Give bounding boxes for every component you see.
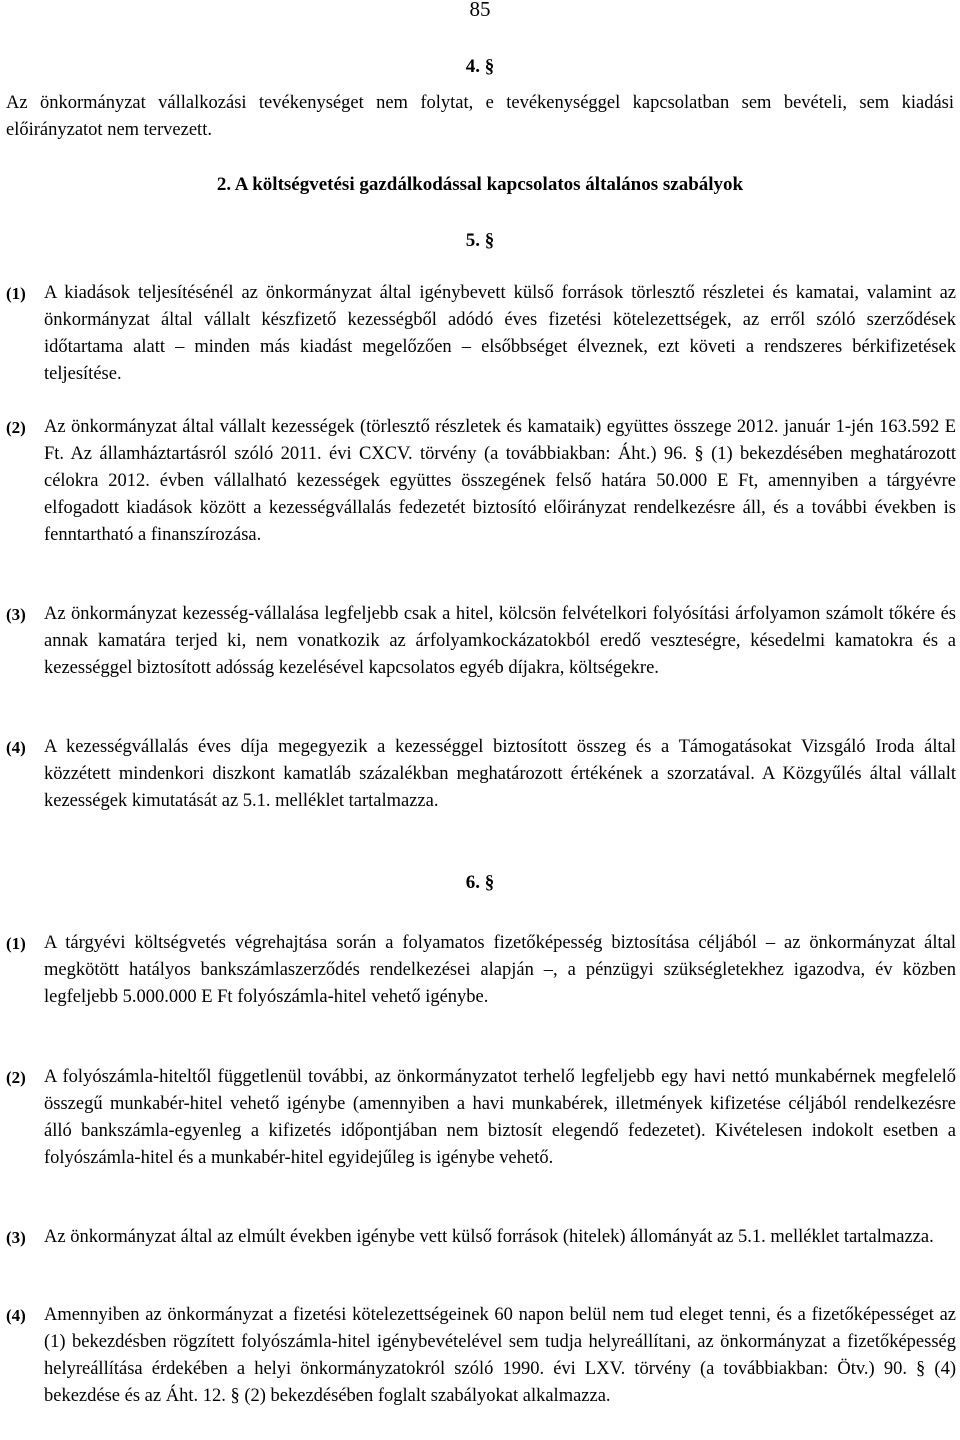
paragraph-number: (4)	[6, 1306, 26, 1325]
section-6-paragraph-2	[6, 1064, 956, 1172]
paragraph-text: A kiadások teljesítésénél az önkormányzat által igénybevett külső források törlesztő részletei és kamatai, valamint az önkormányzat által vállalt készfizető kezességből adódó éves fizetési kötelezettségek, az erről szóló szerződések időtartama alatt – minden más kiadást megelőzően – elsőbbséget élveznek, ezt követi a rendszeres bérkifizetések teljesítése.	[44, 283, 956, 384]
section-4-text: Az önkormányzat vállalkozási tevékenységet nem folytat, e tevékenységgel kapcsolatban sem bevételi, sem kiadási előirányzatot nem tervezett.	[6, 93, 954, 140]
paragraph-text: Amennyiben az önkormányzat a fizetési kötelezettségeinek 60 napon belül nem tud eleget tenni, és a fizetőképességet az (1) bekezdésben rögzített folyószámla-hitel igénybevételével sem tudja helyreállítani, az önkormányzat a fizetőképesség helyreállítása érdekében a helyi önkormányzatokról szóló 1990. évi LXV. törvény (a továbbiakban: Ötv.) 90. § (4) bekezdése és az Áht. 12. § (2) bekezdésében foglalt szabályokat alkalmazza.	[44, 1305, 956, 1406]
section-5-title: 5. §	[465, 230, 495, 251]
section-6-paragraph-3	[6, 1224, 956, 1251]
paragraph-text: A tárgyévi költségvetés végrehajtása során a folyamatos fizetőképesség biztosítása céljából – az önkormányzat által megkötött hatályos bankszámlaszerződés rendelkezései alapján –, a pénzügyi szükségletekhez igazodva, év közben legfeljebb 5.000.000 E Ft folyószámla-hitel vehető igénybe.	[44, 933, 956, 1007]
paragraph-number: (1)	[6, 934, 26, 953]
paragraph-text: A kezességvállalás éves díja megegyezik a kezességgel biztosított összeg és a Támogatásokat Vizsgáló Iroda által közzétett mindenkori diszkont kamatláb százalékban meghatározott értékének a szorzatával. A Közgyűlés által vállalt kezességek kimutatását az 5.1. melléklet tartalmazza.	[44, 737, 956, 811]
paragraph-text: Az önkormányzat által az elmúlt években igénybe vett külső források (hitelek) állományát az 5.1. melléklet tartalmazza.	[44, 1227, 934, 1247]
section-5-paragraph-4	[6, 734, 956, 815]
chapter-2-title: 2. A költségvetési gazdálkodással kapcsolatos általános szabályok	[216, 174, 744, 195]
section-5-paragraph-1	[6, 280, 956, 388]
paragraph-number: (3)	[6, 605, 26, 624]
paragraph-number: (2)	[6, 418, 26, 437]
paragraph-text: Az önkormányzat kezesség-vállalása legfeljebb csak a hitel, kölcsön felvételkori folyósítási árfolyamon számolt tőkére és annak kamatára terjed ki, nem vonatkozik az árfolyamkockázatokból eredő veszteségre, késedelmi kamatokra és a kezességgel biztosított adósság kezelésével kapcsolatos egyéb díjakra, költségekre.	[44, 604, 956, 678]
section-6-paragraph-4	[6, 1302, 956, 1410]
section-6-title: 6. §	[465, 872, 495, 893]
section-5-paragraph-2	[6, 414, 956, 549]
paragraph-number: (2)	[6, 1068, 26, 1087]
section-5-paragraph-3	[6, 601, 956, 682]
section-6-paragraph-1	[6, 930, 956, 1011]
paragraph-number: (3)	[6, 1228, 26, 1247]
page-number: 85	[469, 0, 491, 21]
section-4-title: 4. §	[465, 56, 495, 77]
paragraph-text: Az önkormányzat által vállalt kezességek (törlesztő részletek és kamataik) együttes összege 2012. január 1-jén 163.592 E Ft. Az államháztartásról szóló 2011. évi CXCV. törvény (a továbbiakban: Áht.) 96. § (1) bekezdésében meghatározott célokra 2012. évben vállalható kezességek együttes összegének felső határa 50.000 E Ft, amennyiben a tárgyévre elfogadott kiadások között a kezességvállalás fedezetét biztosító előirányzat rendelkezésre áll, és a további években is fenntartható a finanszírozása.	[44, 417, 956, 545]
paragraph-text: A folyószámla-hiteltől függetlenül további, az önkormányzatot terhelő legfeljebb egy havi nettó munkabérnek megfelelő összegű munkabér-hitel vehető igénybe (amennyiben a havi munkabérek, illetmények kifizetése céljából rendelkezésre álló bankszámla-egyenleg a kifizetés időpontjában nem biztosít elegendő fedezetet). Kivételesen indokolt esetben a folyószámla-hitel és a munkabér-hitel egyidejűleg is igénybe vehető.	[44, 1067, 956, 1168]
paragraph-number: (1)	[6, 284, 26, 303]
paragraph-number: (4)	[6, 738, 26, 757]
